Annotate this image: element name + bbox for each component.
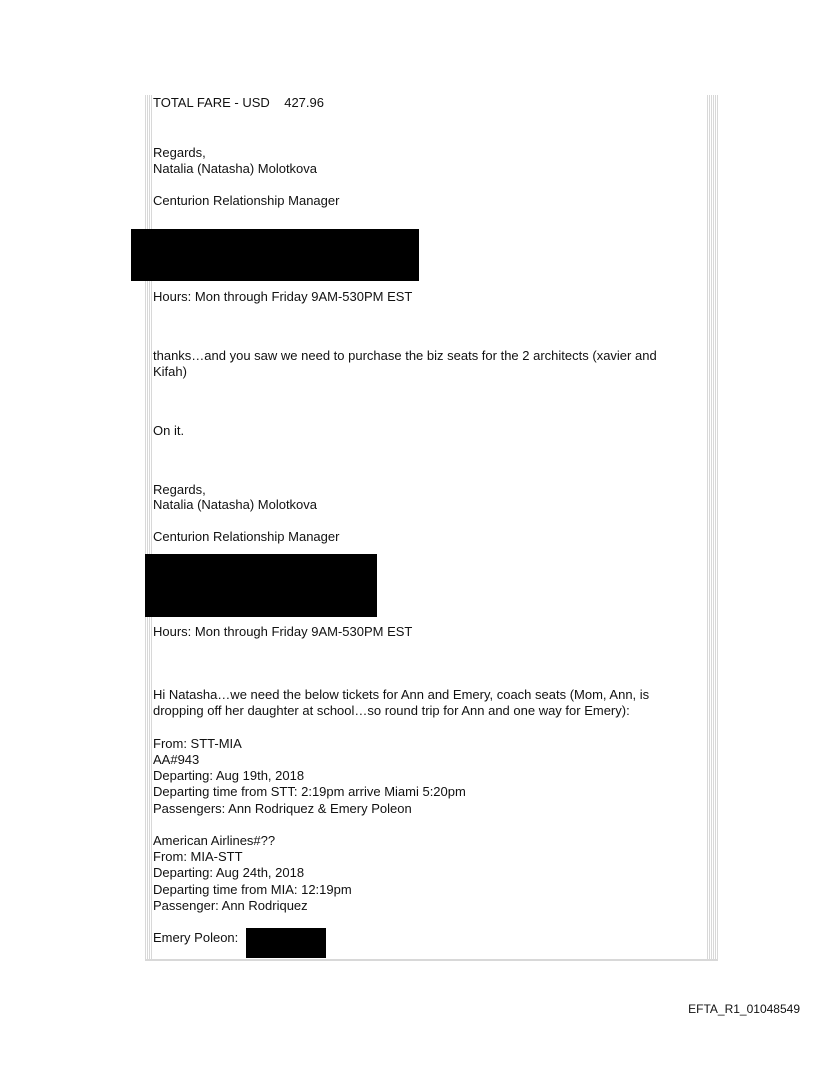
frame-border-left: [145, 95, 152, 961]
sig1-name: Natalia (Natasha) Molotkova: [153, 161, 318, 176]
msg-on-it: On it.: [153, 423, 185, 438]
frame-border-bottom: [145, 959, 718, 961]
sig1-title: Centurion Relationship Manager: [153, 193, 340, 208]
msg-request-line1: Hi Natasha…we need the below tickets for Ann and Emery, coach seats (Mom, Ann, is: [153, 687, 650, 702]
flight2-line: Departing time from MIA: 12:19pm: [153, 882, 352, 897]
emery-label: Emery Poleon:: [153, 930, 239, 945]
redaction-box: [145, 554, 377, 617]
sig2-title: Centurion Relationship Manager: [153, 529, 340, 544]
sig2-regards: Regards,: [153, 482, 206, 497]
flight1-line: AA#943: [153, 752, 200, 767]
flight2-line: Departing: Aug 24th, 2018: [153, 865, 305, 880]
redaction-box: [246, 928, 326, 958]
flight2-line: Passenger: Ann Rodriquez: [153, 898, 308, 913]
total-fare: TOTAL FARE - USD 427.96: [153, 95, 324, 110]
redaction-box: [131, 229, 419, 281]
msg-thanks-line1: thanks…and you saw we need to purchase the biz seats for the 2 architects (xavier and: [153, 348, 657, 363]
flight2-line: From: MIA-STT: [153, 849, 243, 864]
document-id: EFTA_R1_01048549: [688, 1002, 800, 1016]
sig2-name: Natalia (Natasha) Molotkova: [153, 497, 318, 512]
flight1-line: Passengers: Ann Rodriquez & Emery Poleon: [153, 801, 412, 816]
sig2-hours: Hours: Mon through Friday 9AM-530PM EST: [153, 624, 413, 639]
flight1-line: From: STT-MIA: [153, 736, 242, 751]
sig1-hours: Hours: Mon through Friday 9AM-530PM EST: [153, 289, 413, 304]
frame-border-right: [707, 95, 718, 961]
msg-request-line2: dropping off her daughter at school…so round trip for Ann and one way for Emery):: [153, 703, 630, 718]
flight1-line: Departing time from STT: 2:19pm arrive Miami 5:20pm: [153, 784, 466, 799]
flight2-line: American Airlines#??: [153, 833, 276, 848]
flight1-line: Departing: Aug 19th, 2018: [153, 768, 305, 783]
sig1-regards: Regards,: [153, 145, 206, 160]
msg-thanks-line2: Kifah): [153, 364, 187, 379]
